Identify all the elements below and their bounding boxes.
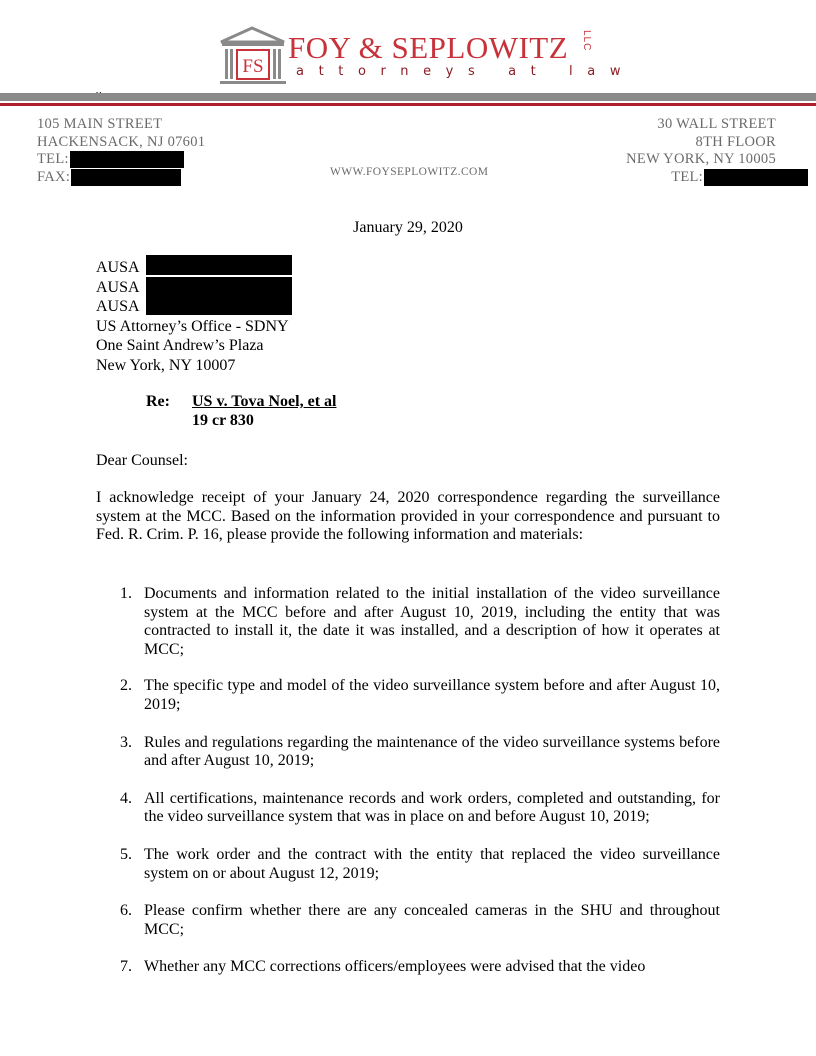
list-item bbox=[96, 585, 720, 659]
left-office-city: HACKENSACK, NJ 07601 bbox=[37, 133, 206, 150]
right-office-floor: 8TH FLOOR bbox=[695, 133, 776, 150]
item-number: 7. bbox=[120, 958, 132, 976]
case-name: US v. Tova Noel, et al bbox=[192, 393, 337, 410]
item-text: All certifications, maintenance records and work orders, completed and outstanding, for the video surveillance system that was in place on and before August 10, 2019; bbox=[144, 789, 720, 826]
recipient-line: AUSA bbox=[96, 278, 292, 298]
list-item bbox=[96, 846, 720, 883]
left-office-fax bbox=[37, 169, 205, 187]
item-number: 5. bbox=[120, 845, 132, 863]
recipient-block bbox=[96, 258, 292, 375]
tel-label: TEL: bbox=[671, 168, 703, 185]
courthouse-icon bbox=[218, 24, 288, 86]
list-item bbox=[96, 902, 720, 939]
salutation: Dear Counsel: bbox=[96, 452, 188, 469]
request-list bbox=[96, 585, 720, 977]
intro-paragraph: I acknowledge receipt of your January 24, 2020 correspondence regarding the surveillance system at the MCC. Based on the information provided in your correspondence and pursuant to Fed. R. Crim. P. 16, please provide the following information and materials: bbox=[96, 489, 720, 544]
redaction-box bbox=[146, 255, 292, 275]
recipient-line: AUSA bbox=[96, 258, 292, 278]
right-office-city: NEW YORK, NY 10005 bbox=[626, 151, 776, 167]
re-label: Re: bbox=[146, 393, 170, 410]
item-number: 4. bbox=[120, 789, 132, 807]
item-number: 6. bbox=[120, 902, 132, 920]
item-number: 3. bbox=[120, 733, 132, 751]
item-text: Please confirm whether there are any concealed cameras in the SHU and throughout MCC; bbox=[144, 902, 720, 938]
item-text: The work order and the contract with the entity that replaced the video surveillance system on or about August 12, 2019; bbox=[144, 845, 720, 882]
right-office-street: 30 WALL STREET bbox=[657, 116, 776, 132]
redaction-box bbox=[704, 169, 808, 186]
list-item bbox=[96, 677, 720, 714]
firm-llc: LLC bbox=[581, 30, 592, 52]
left-office-street: 105 MAIN STREET bbox=[37, 116, 163, 132]
list-item bbox=[96, 734, 720, 771]
recipient-line: US Attorney’s Office - SDNY bbox=[96, 317, 289, 335]
list-item bbox=[96, 958, 720, 977]
item-number: 1. bbox=[120, 585, 132, 602]
redaction-box bbox=[146, 297, 292, 315]
recipient-line: One Saint Andrew’s Plaza bbox=[96, 337, 264, 354]
left-office-tel bbox=[37, 151, 205, 169]
firm-website: WWW.FOYSEPLOWITZ.COM bbox=[330, 166, 489, 178]
redaction-box bbox=[146, 277, 292, 297]
letter-date: January 29, 2020 bbox=[353, 219, 463, 236]
re-value bbox=[192, 393, 336, 430]
right-office-address bbox=[626, 116, 776, 186]
item-number: 2. bbox=[120, 677, 132, 695]
redaction-box bbox=[70, 151, 184, 168]
left-office-address bbox=[37, 116, 205, 186]
recipient-line: AUSA bbox=[96, 297, 292, 317]
monogram: FS bbox=[242, 56, 264, 77]
recipient-line: New York, NY 10007 bbox=[96, 356, 236, 374]
tel-label: TEL: bbox=[37, 151, 69, 167]
firm-name: FOY & SEPLOWITZ bbox=[288, 30, 569, 65]
case-number: 19 cr 830 bbox=[192, 411, 254, 429]
fax-label: FAX: bbox=[37, 168, 71, 185]
header-divider-gray bbox=[0, 93, 816, 101]
firm-tagline: attorneys at law bbox=[296, 64, 636, 79]
item-text: The specific type and model of the video surveillance system before and after August 10, 2019; bbox=[144, 677, 720, 713]
item-text: Whether any MCC corrections officers/employees were advised that the video bbox=[144, 958, 646, 976]
right-office-tel bbox=[626, 169, 808, 187]
header-divider-red bbox=[0, 103, 816, 106]
item-text: Documents and information related to the initial installation of the video surveillance system at the MCC before and after August 10, 2019, including the entity that was contracted to install it, the date it was installed, and a description of how it operates at MCC; bbox=[144, 585, 720, 658]
redaction-box bbox=[71, 169, 181, 186]
firm-logo bbox=[218, 24, 636, 86]
item-text: Rules and regulations regarding the maintenance of the video surveillance systems before and after August 10, 2019; bbox=[144, 733, 720, 770]
list-item bbox=[96, 790, 720, 827]
